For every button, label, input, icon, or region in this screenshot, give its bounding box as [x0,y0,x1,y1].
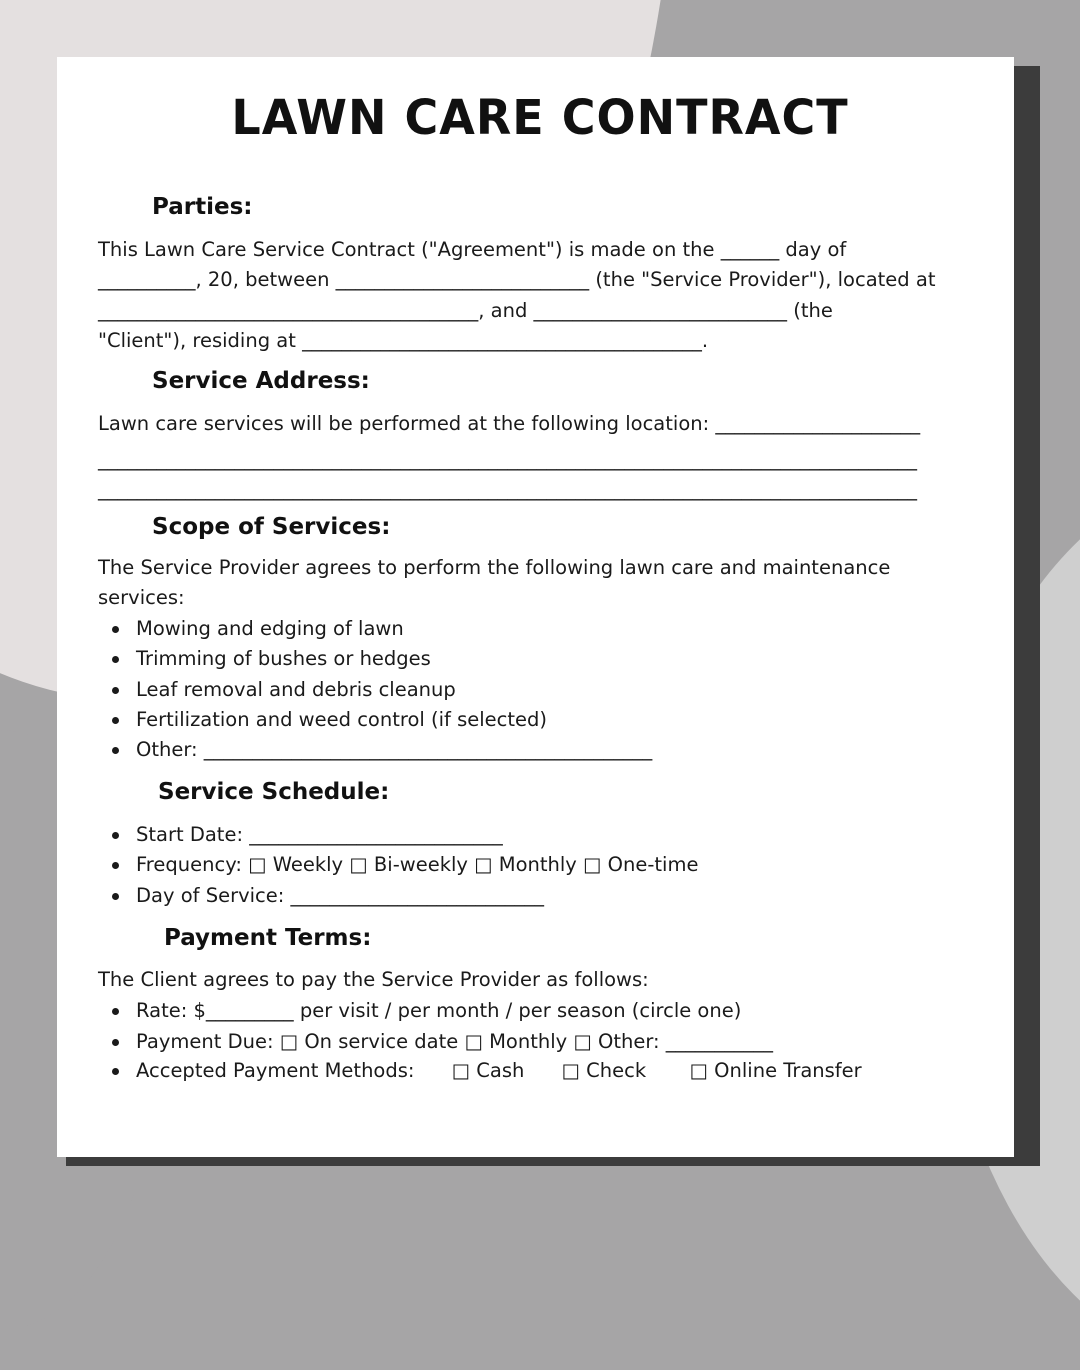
bullet-icon [112,832,119,839]
schedule-list-item: Day of Service: __________________________ [136,884,545,907]
bullet-icon [112,1068,119,1075]
scope-heading: Scope of Services: [152,514,391,540]
bullet-icon [112,687,119,694]
parties-heading: Parties: [152,194,253,220]
scope-list-item: Leaf removal and debris cleanup [136,678,456,701]
scope-list-item: Trimming of bushes or hedges [136,647,431,670]
payment-list-item: Accepted Payment Methods: □ Cash □ Check □ Online Transfer [136,1059,862,1082]
bullet-icon [112,1039,119,1046]
schedule-list-item: Frequency: □ Weekly □ Bi-weekly □ Monthly □ One-time [136,853,699,876]
bullet-icon [112,656,119,663]
parties-line: _______________________________________, and __________________________ (the [98,299,833,322]
schedule-heading: Service Schedule: [158,779,390,805]
bullet-icon [112,862,119,869]
document-title: LAWN CARE CONTRACT [231,88,849,146]
bullet-icon [112,626,119,633]
service-address-blank-line: ____________________________________________________________________________________ [98,478,917,501]
service-address-blank-line: ____________________________________________________________________________________ [98,448,917,471]
service-address-line: Lawn care services will be performed at the following location: _____________________ [98,412,921,435]
scope-list-item: Fertilization and weed control (if selected) [136,708,548,731]
payment-heading: Payment Terms: [164,925,372,951]
scope-list-item: Mowing and edging of lawn [136,617,404,640]
payment-intro: The Client agrees to pay the Service Provider as follows: [98,968,649,991]
bullet-icon [112,717,119,724]
payment-list-item: Rate: $_________ per visit / per month / per season (circle one) [136,999,742,1022]
parties-line: __________, 20, between __________________________ (the "Service Provider"), located at [98,268,936,291]
parties-line: This Lawn Care Service Contract ("Agreement") is made on the ______ day of [98,238,847,261]
scope-list-item: Other: ______________________________________________ [136,738,653,761]
contract-page [57,57,1014,1157]
scope-intro-line: The Service Provider agrees to perform the following lawn care and maintenance [98,556,891,579]
scope-intro-line: services: [98,586,185,609]
bullet-icon [112,747,119,754]
service-address-heading: Service Address: [152,368,370,394]
schedule-list-item: Start Date: __________________________ [136,823,503,846]
bullet-icon [112,893,119,900]
bullet-icon [112,1008,119,1015]
payment-list-item: Payment Due: □ On service date □ Monthly □ Other: ___________ [136,1030,774,1053]
parties-line: "Client"), residing at _________________________________________. [98,329,709,352]
